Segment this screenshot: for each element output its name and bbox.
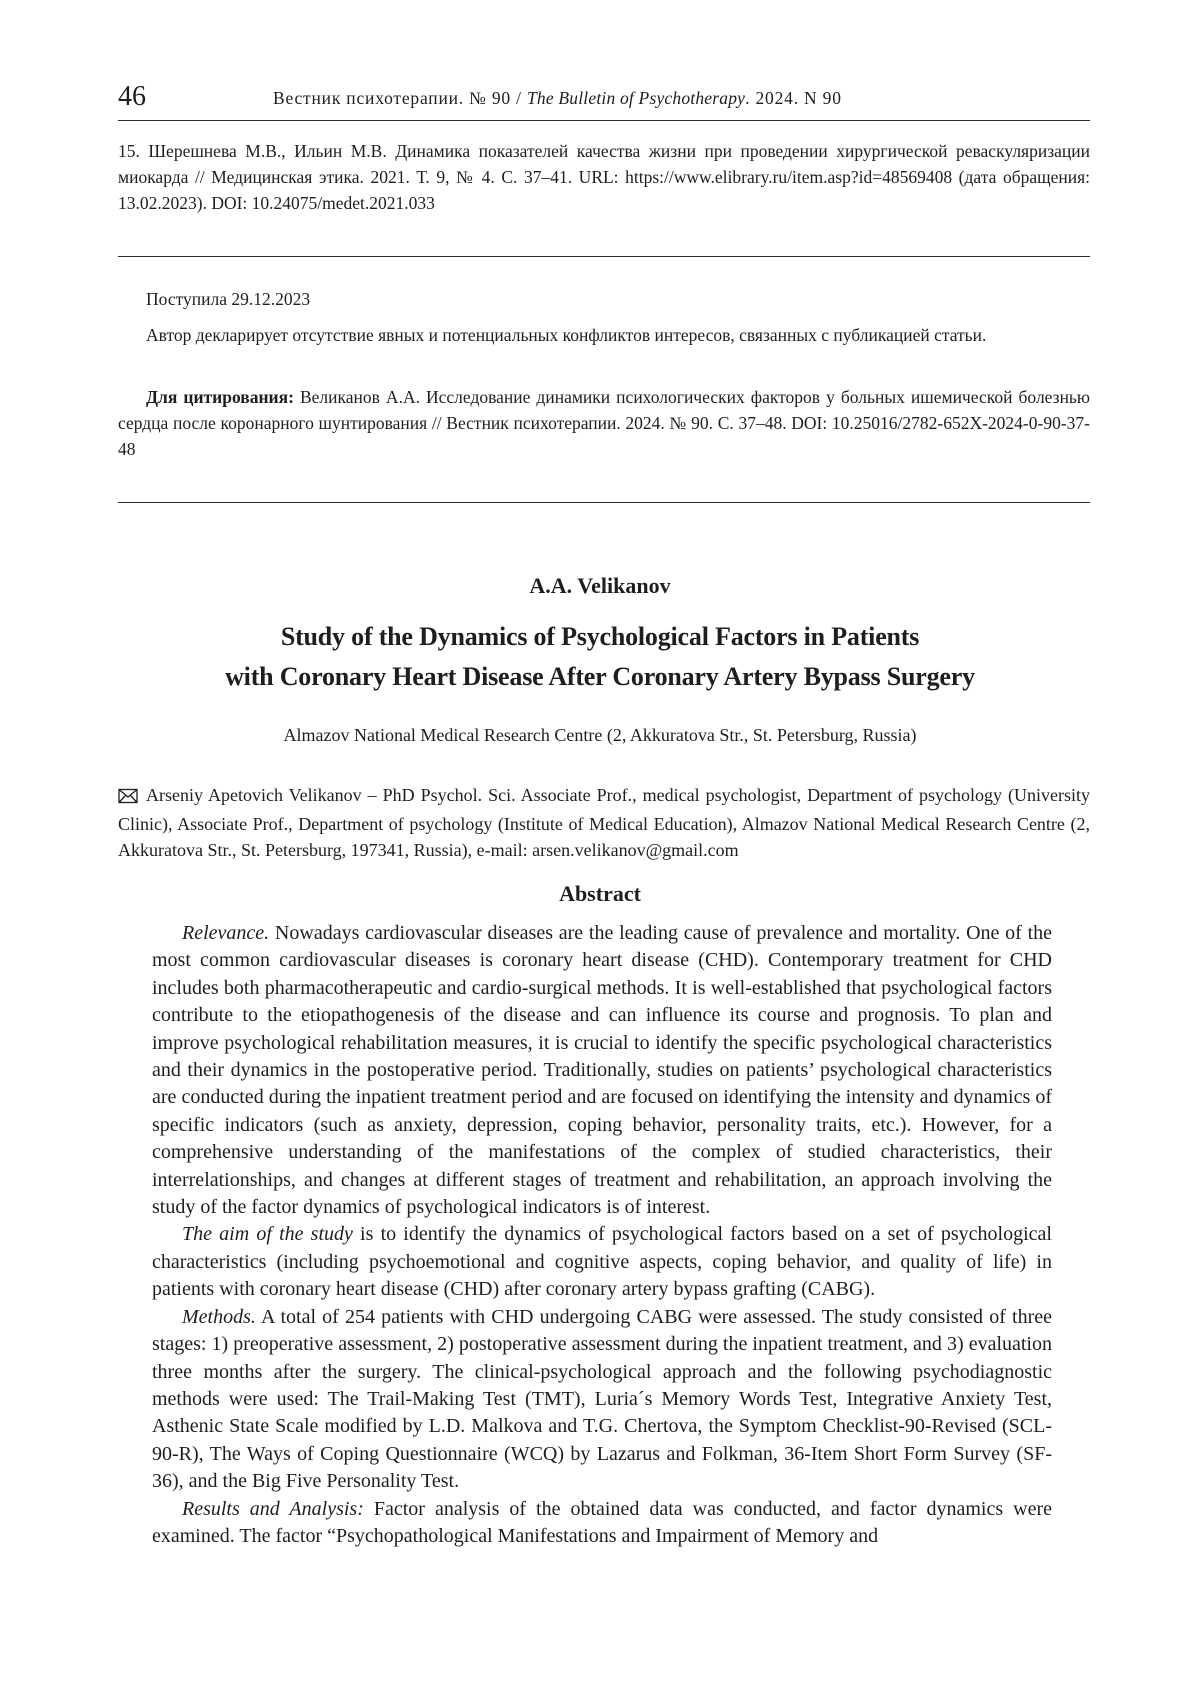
reference-item: 15. Шерешнева М.В., Ильин М.В. Динамика показателей качества жизни при проведении хирургической ре­васкуляризации миокарда // Медицинская этика. 2021. Т. 9, № 4. С. 37–41. URL: https://www.elibrary.ru/item.asp?id=48569408 (дата обращения: 13.02.2023). DOI: 10.24075/medet.2021.033: [118, 138, 1090, 216]
affiliation: Almazov National Medical Research Centre (2, Akkuratova Str., St. Petersburg, Russia): [0, 722, 1200, 748]
citation-text: Великанов А.А. Исследование динамики психологических факторов у больных ише­мической болезнью сердца после коронарного шунтирования // Вестник психотерапии. 2024. № 90. С. 37–48. DOI: 10.25016/2782-652X-2024-0-90-37-48: [118, 387, 1090, 459]
abstract-results: Results and Analysis: Factor analysis of the obtained data was conducted, and factor dynamics were examined. The factor “Psychopathological Manifestations and Impairment of Memory and: [152, 1496, 1052, 1551]
received-date: Поступила 29.12.2023: [118, 286, 1090, 312]
divider: [118, 502, 1090, 503]
divider: [118, 256, 1090, 257]
abstract-aim: The aim of the study is to identify the dynamics of psychological factors based on a set of psychological characteristics (including psychoemotional and cognitive aspects, coping behavior, and quality of life) in patients with coronary heart disease (CHD) after coronary artery bypass grafting (CABG).: [152, 1221, 1052, 1303]
journal-title-en: The Bulletin of Psychotherapy: [527, 88, 745, 108]
abstract-methods: Methods. A total of 254 patients with CHD undergoing CABG were assessed. The study consisted of three stages: 1) preoperative assessment, 2) postoperative assessment during the inpatient treatment, and 3) evaluation three months after the surgery. The clinical-psychological approach and the following psychodiagnostic methods were used: The Trail-Making Test (TMT), Luria´s Memory Words Test, Integrative Anxiety Test, Asthenic State Scale modified by L.D. Malkova and T.G. Chertova, the Symptom Checklist-90-Revised (SCL-90-R), The Ways of Coping Questionnaire (WCQ) by Lazarus and Folkman, 36-Item Short Form Survey (SF-36), and the Big Five Personality Test.: [152, 1304, 1052, 1496]
citation: [118, 384, 1090, 462]
abstract-body: [152, 920, 1052, 1550]
conflict-statement: Автор декларирует отсутствие явных и потенциальных конфликтов интересов, связанных с публикацией статьи.: [118, 322, 1090, 348]
page-number: 46: [118, 83, 146, 111]
correspondence-text: Arseniy Apetovich Velikanov – PhD Psychol. Sci. Associate Prof., medical psychologist, Department of psychology (University Clinic), Associate Prof., Department of psychology (Institute of Medical Education), Almazov National Medical Research Centre (2, Akkuratova Str., St. Petersburg, 197341, Russia), e-mail: arsen.velikanov@gmail.com: [118, 785, 1090, 860]
article-title-line: Study of the Dynamics of Psychological Factors in Patients: [0, 617, 1200, 657]
journal-page: [0, 0, 1200, 1698]
author-name: A.A. Velikanov: [0, 572, 1200, 600]
correspondence: [118, 782, 1090, 863]
journal-separator: /: [516, 88, 522, 108]
citation-label: Для цитирования:: [146, 387, 294, 407]
journal-title-ru: Вестник психотерапии. № 90: [273, 88, 511, 108]
article-title-line: with Coronary Heart Disease After Coronary Artery Bypass Surgery: [0, 657, 1200, 697]
running-header: [118, 80, 1090, 121]
envelope-icon: [118, 785, 138, 811]
article-title: [0, 617, 1200, 697]
abstract-relevance: Relevance. Nowadays cardiovascular diseases are the leading cause of prevalence and mortality. One of the most common cardiovascular diseases is coronary heart disease (CHD). Contemporary treatment for CHD includes both pharmacotherapeutic and cardio-surgical methods. It is well-established that psychological factors contribute to the etiopathogenesis of the disease and can influence its course and prognosis. To plan and improve psychological rehabilitation measures, it is crucial to identify the specific psychological characteristics and their dynamics in the postoperative period. Traditionally, studies on patients’ psychological characteristics are conducted during the inpatient treatment period and are focused on identifying the intensity and dynamics of specific indicators (such as anxiety, depression, coping behavior, personality traits, etc.). However, for a comprehensive understanding of the manifestations of the complex of studied characteristics, their interrelationships, and changes at different stages of treatment and rehabilitation, an approach involving the study of the factor dynamics of psychological indicators is of interest.: [152, 920, 1052, 1221]
journal-title: [273, 90, 842, 108]
journal-year: . 2024. N 90: [745, 88, 842, 108]
abstract-heading: Abstract: [0, 880, 1200, 908]
